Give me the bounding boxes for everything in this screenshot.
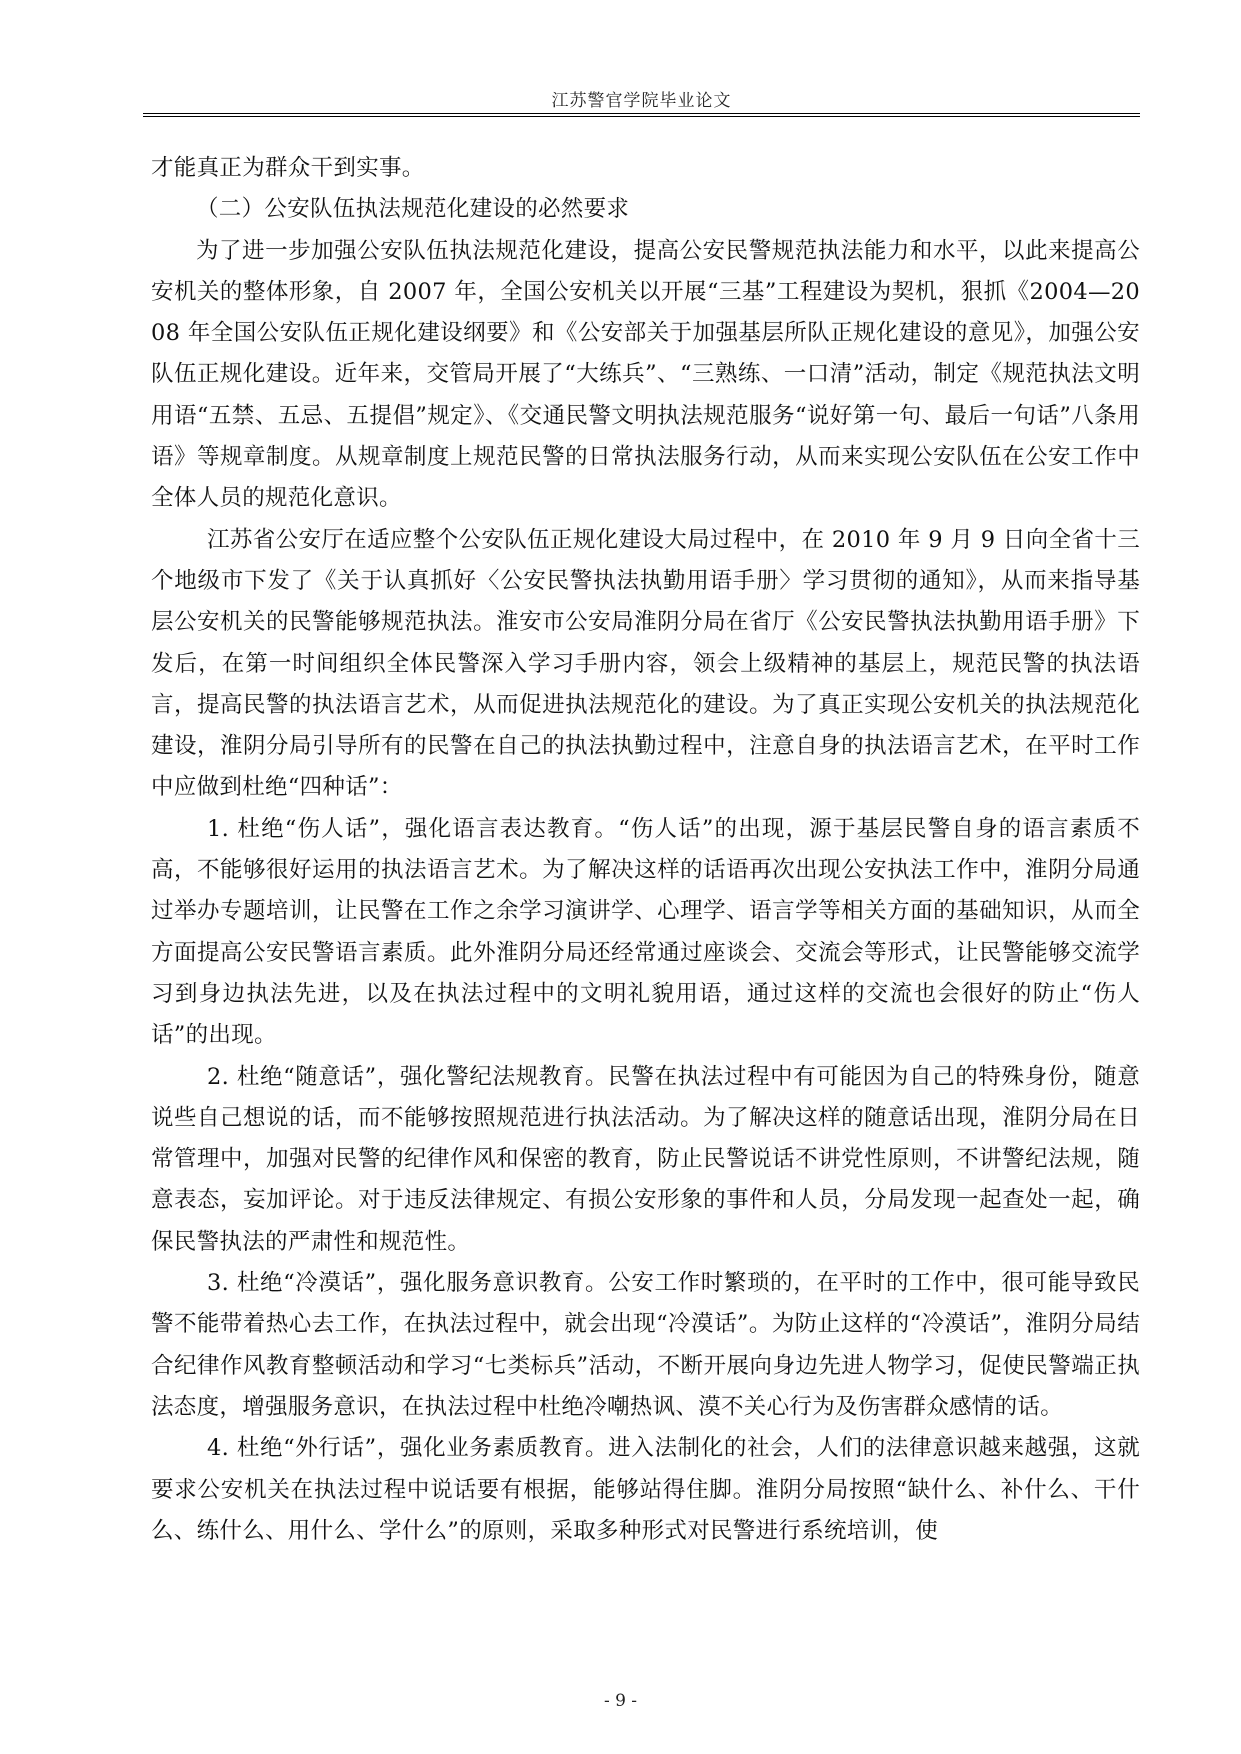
- list-item-paragraph: 4. 杜绝“外行话”，强化业务素质教育。进入法制化的社会，人们的法律意识越来越强，这就要求公安机关在执法过程中说话要有根据，能够站得住脚。淮阴分局按照“缺什么、补什么、干什么、练什么、用什么、学什么”的原则，采取多种形式对民警进行系统培训，使: [151, 1435, 1140, 1544]
- paragraph: 江苏省公安厅在适应整个公安队伍正规化建设大局过程中，在 2010 年 9 月 9 日向全省十三个地级市下发了《关于认真抓好〈公安民警执法执勤用语手册〉学习贯彻的通知》，从而来指导基层公安机关的民警能够规范执法。淮安市公安局淮阴分局在省厅《公安民警执法执勤用语手册》下发后，在第一时间组织全体民警深入学习手册内容，领会上级精神的基层上，规范民警的执法语言，提高民警的执法语言艺术，从而促进执法规范化的建设。为了真正实现公安机关的执法规范化建设，淮阴分局引导所有的民警在自己的执法执勤过程中，注意自身的执法语言艺术，在平时工作中应做到杜绝“四种话”：: [151, 526, 1140, 801]
- page-number: - 9 -: [603, 1691, 638, 1711]
- paragraph-continuation: 才能真正为群众干到实事。: [151, 155, 425, 181]
- body-text: [151, 148, 1140, 1552]
- running-header: 江苏警官学院毕业论文: [551, 91, 732, 111]
- paragraph: 为了进一步加强公安队伍执法规范化建设，提高公安民警规范执法能力和水平，以此来提高公安机关的整体形象，自 2007 年，全国公安机关以开展“三基”工程建设为契机，狠抓《2004—2008 年全国公安队伍正规化建设纲要》和《公安部关于加强基层所队正规化建设的意见》，加强公安队伍正规化建设。近年来，交管局开展了“大练兵”、“三熟练、一口清”活动，制定《规范执法文明用语“五禁、五忌、五提倡”规定》、《交通民警文明执法规范服务“说好第一句、最后一句话”八条用语》等规章制度。从规章制度上规范民警的日常执法服务行动，从而来实现公安队伍在公安工作中全体人员的规范化意识。: [151, 237, 1140, 512]
- list-item-paragraph: 1. 杜绝“伤人话”，强化语言表达教育。“伤人话”的出现，源于基层民警自身的语言素质不高，不能够很好运用的执法语言艺术。为了解决这样的话语再次出现公安执法工作中，淮阴分局通过举办专题培训，让民警在工作之余学习演讲学、心理学、语言学等相关方面的基础知识，从而全方面提高公安民警语言素质。此外淮阴分局还经常通过座谈会、交流会等形式，让民警能够交流学习到身边执法先进，以及在执法过程中的文明礼貌用语，通过这样的交流也会很好的防止“伤人话”的出现。: [151, 815, 1140, 1049]
- section-heading: （二）公安队伍执法规范化建设的必然要求: [196, 196, 630, 223]
- header-rule: [143, 113, 1140, 117]
- list-item-paragraph: 3. 杜绝“冷漠话”，强化服务意识教育。公安工作时繁琐的，在平时的工作中，很可能导致民警不能带着热心去工作，在执法过程中，就会出现“冷漠话”。为防止这样的“冷漠话”，淮阴分局结合纪律作风教育整顿活动和学习“七类标兵”活动，不断开展向身边先进人物学习，促使民警端正执法态度，增强服务意识，在执法过程中杜绝冷嘲热讽、漠不关心行为及伤害群众感情的话。: [151, 1270, 1140, 1420]
- list-item-paragraph: 2. 杜绝“随意话”，强化警纪法规教育。民警在执法过程中有可能因为自己的特殊身份，随意说些自己想说的话，而不能够按照规范进行执法活动。为了解决这样的随意话出现，淮阴分局在日常管理中，加强对民警的纪律作风和保密的教育，防止民警说话不讲党性原则，不讲警纪法规，随意表态，妄加评论。对于违反法律规定、有损公安形象的事件和人员，分局发现一起查处一起，确保民警执法的严肃性和规范性。: [151, 1063, 1140, 1255]
